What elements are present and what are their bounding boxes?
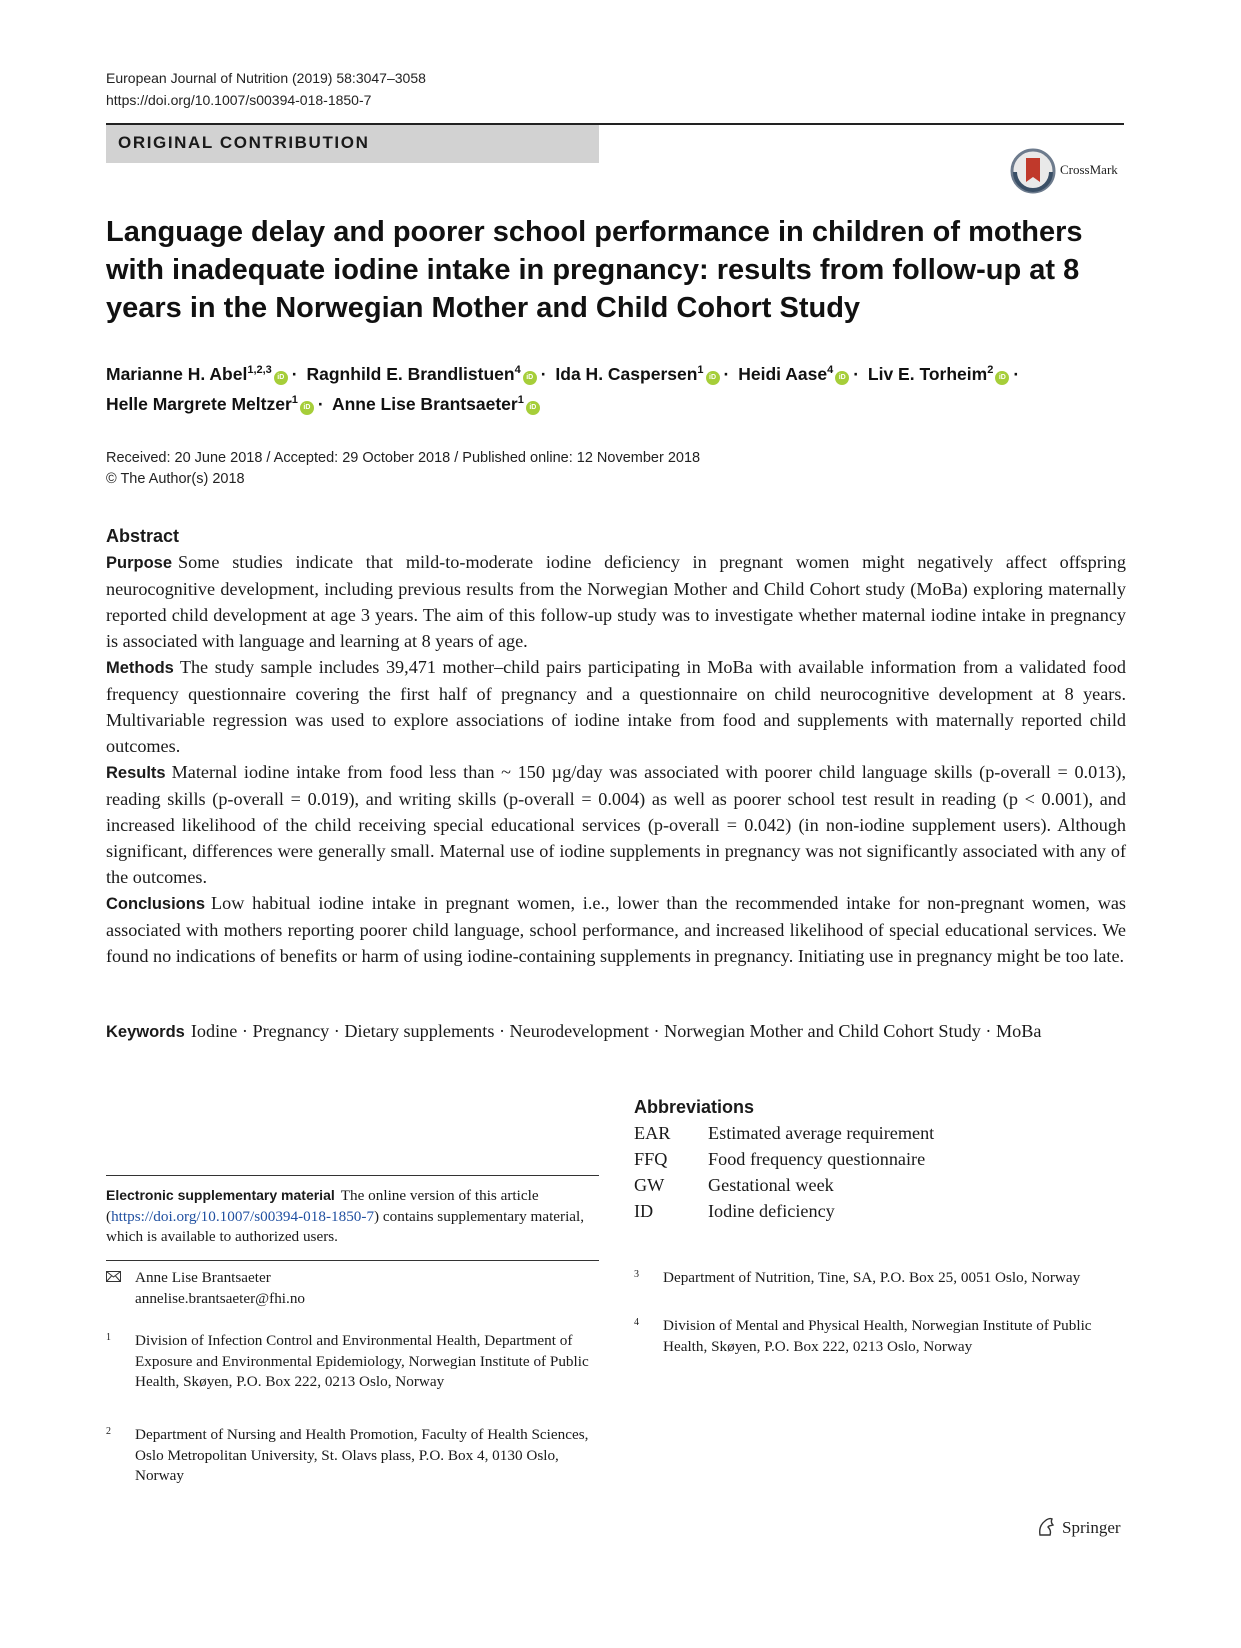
- doi-link[interactable]: https://doi.org/10.1007/s00394-018-1850-7: [106, 92, 372, 108]
- author[interactable]: Ida H. Caspersen$^1$iD: [555, 364, 719, 384]
- author[interactable]: Ragnhild E. Brandlistuen$^4$iD: [307, 364, 537, 384]
- esm-label: Electronic supplementary material: [106, 1187, 335, 1203]
- affiliation-footnote: 4 Division of Mental and Physical Health, Norwegian Institute of Public Health, Skøyen, P.O. Box 222, 0213 Oslo, Norway: [634, 1317, 1092, 1355]
- keywords-label: Keywords: [106, 1023, 185, 1041]
- envelope-icon: [106, 1271, 121, 1282]
- keywords-text: Iodine · Pregnancy · Dietary supplements · Neurodevelopment · Norwegian Mother and Child Cohort Study · MoBa: [190, 1021, 1042, 1041]
- orcid-icon[interactable]: iD: [706, 371, 720, 385]
- publisher-name: Springer: [1062, 1518, 1121, 1537]
- affiliation-footnote: 1 Division of Infection Control and Environmental Health, Department of Exposure and Environmental Epidemiology, Norwegian Institute of Public Health, Skøyen, P.O. Box 222, 0213 Oslo, Norway: [106, 1332, 589, 1390]
- history-dates: Received: 20 June 2018 / Accepted: 29 October 2018 / Published online: 12 November 2018: [106, 450, 701, 466]
- springer-horse-icon: [1034, 1515, 1058, 1539]
- supplementary-material-note: Electronic supplementary material The online version of this article (https://doi.org/10.1007/s00394-018-1850-7) contains supplementary material, which is available to authorized users.: [106, 1187, 585, 1245]
- corresponding-email[interactable]: annelise.brantsaeter@fhi.no: [135, 1289, 306, 1307]
- keywords: [106, 1018, 1126, 1045]
- copyright-line: © The Author(s) 2018: [106, 471, 245, 487]
- orcid-icon[interactable]: iD: [523, 371, 537, 385]
- abstract: [106, 526, 1126, 969]
- results-label: Results: [106, 764, 166, 782]
- conclusions-label: Conclusions: [106, 895, 206, 913]
- orcid-icon[interactable]: iD: [526, 401, 540, 415]
- journal-citation: European Journal of Nutrition (2019) 58:3047–3058: [106, 70, 426, 86]
- affiliation-footnote: 3 Department of Nutrition, Tine, SA, P.O. Box 25, 0051 Oslo, Norway: [634, 1269, 1081, 1286]
- abbreviation-row: EAR Estimated average requirement: [634, 1123, 935, 1143]
- article-type-label: ORIGINAL CONTRIBUTION: [118, 133, 370, 152]
- corresponding-author: Anne Lise Brantsaeter: [135, 1269, 271, 1286]
- methods-label: Methods: [106, 659, 174, 677]
- abstract-purpose: Purpose Some studies indicate that mild-to-moderate iodine deficiency in pregnant women might negatively affect offspring neurocognitive development, including previous results from the Norwegian Mother and Child Cohort study (MoBa) exploring maternally reported child development at age 3 years. The aim of this follow-up study was to investigate whether maternal iodine intake in pregnancy is associated with language and learning at 8 years of age.: [106, 552, 1126, 651]
- abbreviation-row: ID Iodine deficiency: [634, 1201, 835, 1221]
- abstract-methods: Methods The study sample includes 39,471 mother–child pairs participating in MoBa with available information from a validated food frequency questionnaire covering the first half of pregnancy and a questionnaire on child neurocognitive development at 8 years. Multivariable regression was used to explore associations of iodine intake from food and supplements with maternally reported child outcomes.: [106, 657, 1126, 756]
- author[interactable]: Anne Lise Brantsaeter$^1$iD: [332, 394, 540, 414]
- author[interactable]: Heidi Aase$^4$iD: [738, 364, 849, 384]
- orcid-icon[interactable]: iD: [300, 401, 314, 415]
- author[interactable]: Marianne H. Abel$^{1,2,3}$iD: [106, 364, 288, 384]
- crossmark-badge[interactable]: [1010, 148, 1128, 196]
- abbreviations-heading: Abbreviations: [634, 1097, 755, 1117]
- author[interactable]: Liv E. Torheim$^2$iD: [868, 364, 1009, 384]
- correspondence: [106, 1268, 599, 1309]
- author[interactable]: Helle Margrete Meltzer$^1$iD: [106, 394, 314, 414]
- orcid-icon[interactable]: iD: [995, 371, 1009, 385]
- abbreviation-row: GW Gestational week: [634, 1175, 834, 1195]
- journal-header: [106, 67, 426, 111]
- article-title: Language delay and poorer school performance in children of mothers with inadequate iodine intake in pregnancy: results from follow-up at 8 years in the Norwegian Mother and Child Cohort Study: [106, 216, 1083, 324]
- footnote-rule: [106, 1260, 599, 1261]
- abbreviations: [634, 1097, 1124, 1224]
- crossmark-label: CrossMark: [1060, 162, 1118, 177]
- crossmark-icon: [1010, 148, 1056, 194]
- abstract-heading: Abstract: [106, 526, 180, 546]
- abstract-conclusions: Conclusions Low habitual iodine intake in pregnant women, i.e., lower than the recommended intake for non-pregnant women, was associated with mothers reporting poorer child language, school performance, and increased likelihood of special educational services. We found no indications of benefits or harm of using iodine-containing supplements in pregnancy. Initiating use in pregnancy might be too late.: [106, 893, 1126, 966]
- abbreviation-row: FFQ Food frequency questionnaire: [634, 1149, 926, 1169]
- purpose-label: Purpose: [106, 554, 173, 572]
- orcid-icon[interactable]: iD: [274, 371, 288, 385]
- abstract-results: Results Maternal iodine intake from food less than ~ 150 µg/day was associated with poorer child language skills (p-overall = 0.013), reading skills (p-overall = 0.019), and writing skills (p-overall = 0.004) as well as poorer school test result in reading (p < 0.001), and increased likelihood of the child receiving special educational services (p-overall = 0.042) (in non-iodine supplement users). Although significant, differences were generally small. Maternal use of iodine supplements in pregnancy was not significantly associated with any of the outcomes.: [106, 762, 1126, 887]
- author-list: Marianne H. Abel$^{1,2,3}$iD · Ragnhild E. Brandlistuen$^4$iD · Ida H. Caspersen$^1$iD · Heidi Aase$^4$iD · Liv E. Torheim$^2$iD · Helle Margrete Meltzer$^1$iD · Anne Lise Brantsaeter$^1$iD: [106, 364, 1020, 414]
- esm-link[interactable]: https://doi.org/10.1007/s00394-018-1850-7: [111, 1207, 375, 1225]
- footnote-rule: [106, 1175, 599, 1176]
- affiliation-footnote: 2 Department of Nursing and Health Promotion, Faculty of Health Sciences, Oslo Metropolitan University, St. Olavs plass, P.O. Box 4, 0130 Oslo, Norway: [106, 1426, 589, 1484]
- publisher-logo: [1034, 1515, 1134, 1541]
- orcid-icon[interactable]: iD: [835, 371, 849, 385]
- publication-dates: [106, 448, 700, 490]
